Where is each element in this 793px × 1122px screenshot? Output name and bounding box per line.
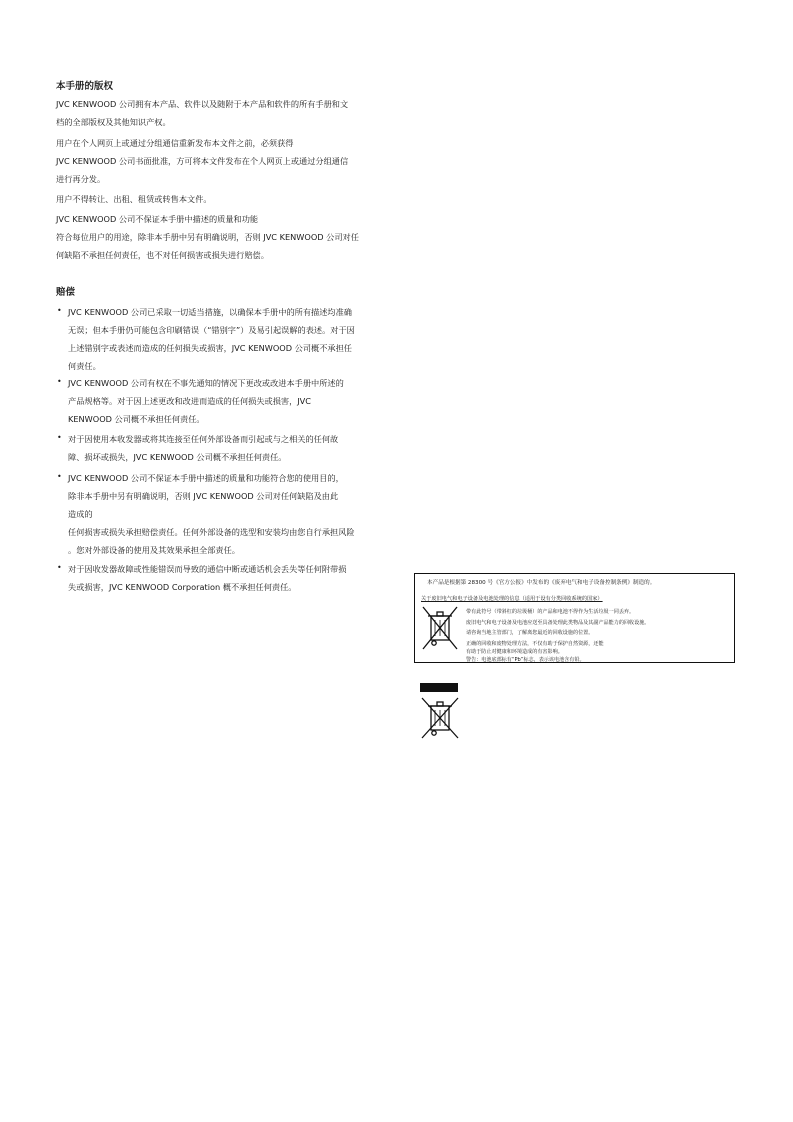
weee-notice-line: 带有此符号（带斜杠的垃圾桶）的产品和电池不得作为生活垃圾一同丢弃。 [466, 609, 635, 615]
weee-notice-box [414, 573, 735, 663]
bullet-marker: • [57, 306, 62, 315]
copyright-line: 用户不得转让、出租、租赁或转售本文件。 [56, 194, 212, 204]
weee-notice-line: 正确的回收和废物处理方法，不仅有助于保护自然资源，还能 [466, 641, 604, 647]
bullet-line: 上述错别字或表述而造成的任何损失或损害，JVC KENWOOD 公司概不承担任 [68, 343, 352, 353]
copyright-line: 档的全部版权及其他知识产权。 [56, 117, 171, 127]
bullet-marker: • [57, 433, 62, 442]
solid-bar-mark [420, 683, 458, 692]
bullet-line: JVC KENWOOD 公司有权在不事先通知的情况下更改或改进本手册中所述的 [68, 378, 344, 388]
copyright-line: 用户在个人网页上或通过分组通信重新发布本文件之前，必须获得 [56, 138, 294, 148]
copyright-line: JVC KENWOOD 公司不保证本手册中描述的质量和功能 [56, 214, 259, 224]
bullet-line: 障、损坏或损失，JVC KENWOOD 公司概不承担任何责任。 [68, 452, 287, 462]
weee-notice-line: 废旧电气和电子设备及电池应送至具备处理此类物品及其副产品能力的回收设施。 [466, 620, 650, 626]
bullet-line: JVC KENWOOD 公司不保证本手册中描述的质量和功能符合您的使用目的， [68, 473, 344, 483]
bullet-line: 失或损害，JVC KENWOOD Corporation 概不承担任何责任。 [68, 582, 297, 592]
bullet-line: KENWOOD 公司概不承担任何责任。 [68, 414, 205, 424]
bullet-marker: • [57, 472, 62, 481]
weee-notice-line: 请咨询当地主管部门，了解离您最近的回收设施的位置。 [466, 630, 594, 636]
weee-notice-line: 有助于防止对健康和环境造成的有害影响。 [466, 649, 563, 655]
bullet-line: 产品规格等。对于因上述更改和改进而造成的任何损失或损害，JVC [68, 396, 311, 406]
copyright-heading: 本手册的版权 [56, 81, 114, 92]
bullet-line: 任何损害或损失承担赔偿责任。任何外部设备的选型和安装均由您自行承担风险 [68, 527, 355, 537]
bullet-line: JVC KENWOOD 公司已采取一切适当措施，以确保本手册中的所有描述均准确 [68, 307, 352, 317]
bullet-line: 对于因收发器故障或性能错误而导致的通信中断或通话机会丢失等任何附带损 [68, 564, 347, 574]
copyright-line: JVC KENWOOD 公司书面批准，方可将本文件发布在个人网页上或通过分组通信 [56, 156, 349, 166]
bullet-line: 。您对外部设备的使用及其效果承担全部责任。 [68, 545, 240, 555]
copyright-line: JVC KENWOOD 公司拥有本产品、软件以及随附于本产品和软件的所有手册和文 [56, 99, 349, 109]
crossed-out-wheelie-bin-icon [419, 696, 461, 740]
crossed-out-wheelie-bin-icon [420, 604, 460, 652]
bullet-line: 对于因使用本收发器或将其连接至任何外部设备而引起或与之相关的任何故 [68, 434, 339, 444]
copyright-line: 符合每位用户的用途，除非本手册中另有明确说明，否则 JVC KENWOOD 公司对任 [56, 232, 359, 242]
weee-notice-line: 警告：电池底部标有“Pb”标志，表示该电池含有铅。 [466, 657, 585, 663]
copyright-line: 何缺陷不承担任何责任，也不对任何损害或损失进行赔偿。 [56, 250, 269, 260]
copyright-line: 进行再分发。 [56, 174, 106, 184]
bullet-line: 造成的 [68, 509, 93, 519]
weee-notice-subheading: 关于废旧电气和电子设备及电池处理的信息（适用于设有分类回收系统的国家） [421, 596, 603, 602]
bullet-line: 除非本手册中另有明确说明，否则 JVC KENWOOD 公司对任何缺陷及由此 [68, 491, 339, 501]
bullet-line: 无误；但本手册仍可能包含印刷错误（“错别字”）及易引起误解的表述。对于因 [68, 325, 355, 335]
bullet-line: 何责任。 [68, 361, 101, 371]
bullet-marker: • [57, 377, 62, 386]
compensation-heading: 赔偿 [56, 287, 76, 298]
bullet-marker: • [57, 563, 62, 572]
weee-notice-title: 本产品是根据第 28300 号《官方公报》中发布的《废弃电气和电子设备控制条例》制造的。 [427, 580, 656, 586]
